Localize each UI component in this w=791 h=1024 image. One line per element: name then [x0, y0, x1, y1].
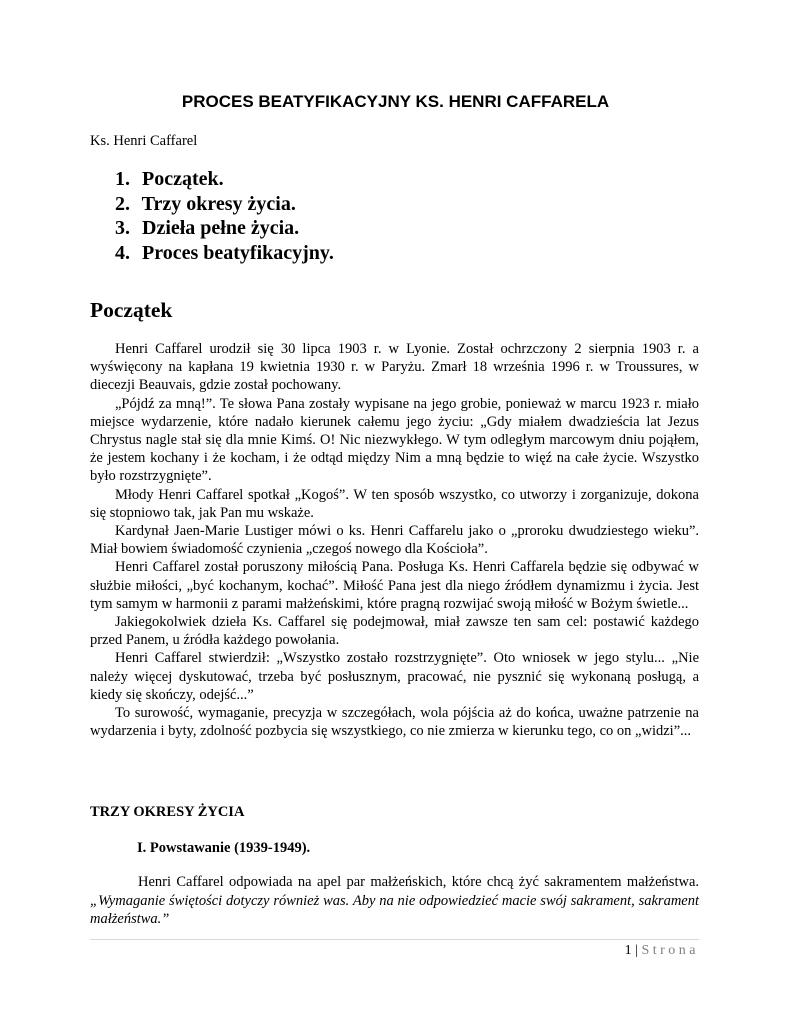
toc-label: Trzy okresy życia. — [141, 192, 296, 215]
toc-label: Dzieła pełne życia. — [142, 217, 300, 239]
paragraph-quote: „Wymaganie świętości dotyczy również was. Aby na nie odpowiedzieć macie swój sakrament, sakrament małżeństwa.” — [90, 892, 699, 927]
toc-number: 3. — [115, 217, 130, 239]
paragraph: Kardynał Jaen-Marie Lustiger mówi o ks. Henri Caffarelu jako o „proroku dwudziestego wieku”. Miał bowiem świadomość czynienia „czegoś nowego dla Kościoła”. — [90, 523, 699, 558]
document-title: PROCES BEATYFIKACYJNY KS. HENRI CAFFARELA — [181, 92, 610, 111]
footer-label: Strona — [641, 943, 699, 958]
paragraph: Henri Caffarel został poruszony miłością Pana. Posługa Ks. Henri Caffarela będzie się odbywać w służbie miłości, „być kochanym, kochać”. Miłość Pana jest dla niego źródłem dynamizmu i życia. Jest tym samym w harmonii z parami małżeńskimi, które pragną rozwijać swoją miłość w Bożym świetle... — [90, 559, 699, 612]
paragraph: „Pójdź za mną!”. Te słowa Pana zostały wypisane na jego grobie, ponieważ w marcu 1923 r. miało miejsce wydarzenie, które nadało kierunek całemu jego życiu: „Gdy miałem dwadzieścia lat Jezus Chrystus nagle stał się dla mnie Kimś. O! Nic niezwykłego. W tym odległym marcowym dniu pojąłem, że jestem kochany i że kocham, i że odtąd między Nim a mną będzie to więź na całe życie. Wszystko było rozstrzygnięte”. — [90, 395, 699, 485]
section-body-poczatek — [90, 340, 699, 740]
paragraph: Jakiegokolwiek dzieła Ks. Caffarel się podejmował, miał zawsze ten sam cel: postawić każdego przed Panem, u źródła każdego powołania. — [90, 614, 699, 649]
toc-number: 1. — [115, 168, 130, 190]
page-number: 1 — [624, 943, 632, 958]
toc-item — [115, 216, 334, 241]
table-of-contents — [115, 167, 334, 265]
paragraph — [90, 873, 699, 929]
paragraph: Henri Caffarel stwierdził: „Wszystko zostało rozstrzygnięte”. Oto wniosek w jego stylu... „Nie należy więcej dyskutować, trzeba być posłusznym, pracować, nie pysznić się wykonaną posługą, a kiedy się skończy, odejść...” — [90, 650, 699, 703]
subsection-heading-powstawanie: I. Powstawanie (1939-1949). — [137, 840, 311, 856]
section-heading-trzy-okresy: TRZY OKRESY ŻYCIA — [90, 804, 245, 820]
toc-item — [115, 192, 334, 217]
paragraph: Młody Henri Caffarel spotkał „Kogoś”. W ten sposób wszystko, co utworzy i zorganizuje, dokona się stopniowo tak, jak Pan mu wskaże. — [90, 486, 699, 521]
paragraph-text: Henri Caffarel odpowiada na apel par małżeńskich, które chcą żyć sakramentem małżeństwa. — [138, 874, 699, 890]
author-line: Ks. Henri Caffarel — [90, 133, 198, 149]
toc-item — [115, 241, 334, 266]
page-footer — [625, 943, 699, 959]
toc-number: 4. — [115, 241, 130, 264]
toc-label: Początek. — [142, 168, 224, 190]
footer-divider — [90, 939, 699, 940]
toc-number: 2. — [115, 192, 130, 215]
toc-item — [115, 167, 334, 192]
paragraph: Henri Caffarel urodził się 30 lipca 1903 r. w Lyonie. Został ochrzczony 2 sierpnia 1903 r. a wyświęcony na kapłana 19 kwietnia 1930 r. w Paryżu. Zmarł 18 września 1996 r. w Troussures, w diecezji Beauvais, gdzie został pochowany. — [90, 341, 699, 394]
section-body-powstawanie — [90, 873, 699, 929]
section-heading-poczatek: Początek — [90, 298, 173, 322]
paragraph: To surowość, wymaganie, precyzja w szczegółach, wola pójścia aż do końca, uważne patrzenie na wydarzenia i byty, zdolność pozbycia się wszystkiego, co nie zmierza w kierunku tego, co on „widzi”... — [90, 705, 699, 740]
footer-separator: | — [631, 943, 642, 958]
toc-label: Proces beatyfikacyjny. — [142, 241, 334, 264]
